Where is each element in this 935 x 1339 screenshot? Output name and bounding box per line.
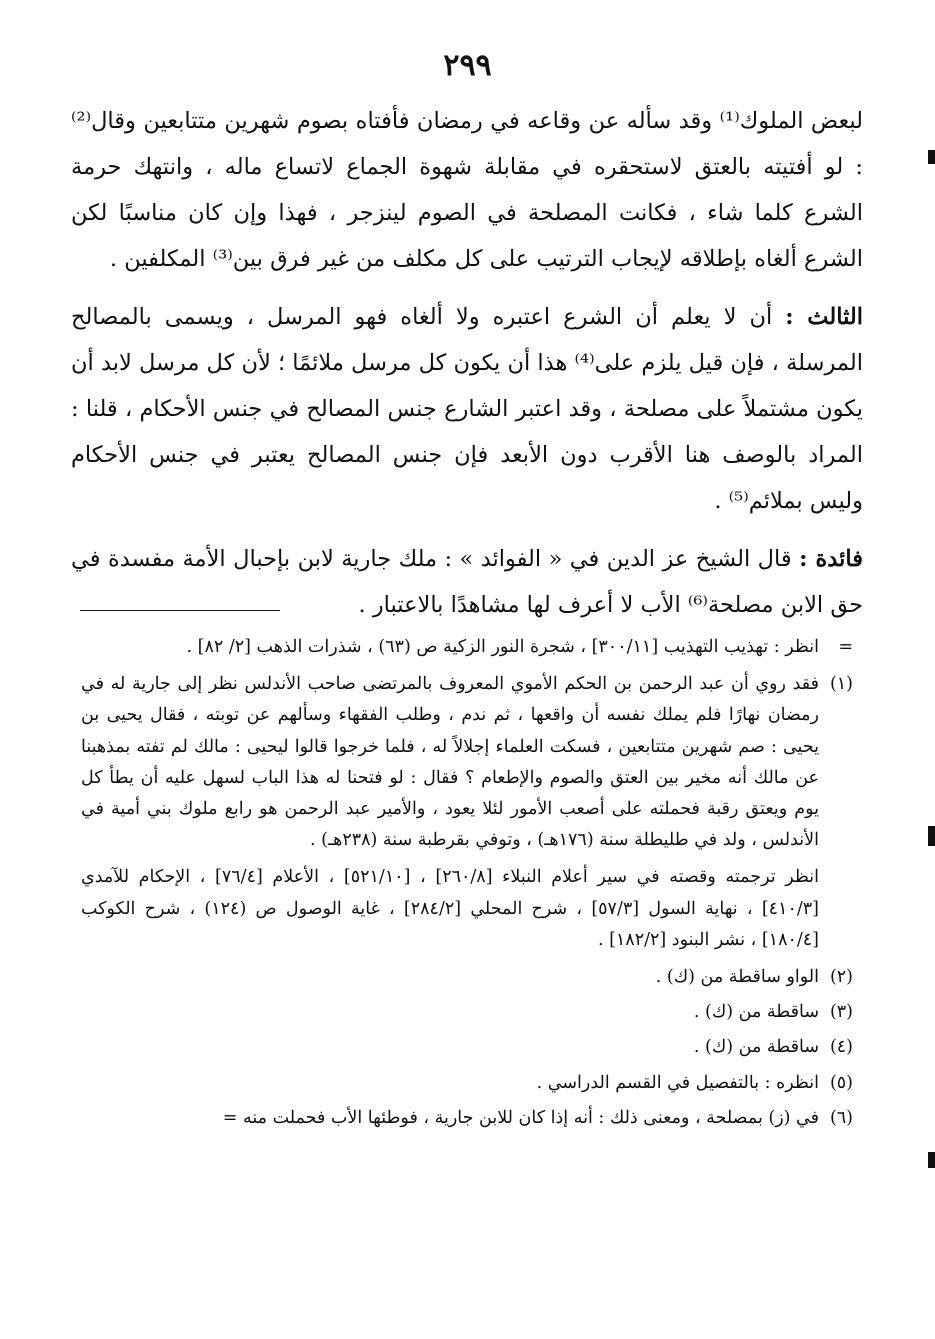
footnote-3 (81, 997, 853, 1028)
paragraph-2-text: أن لا يعلم أن الشرع اعتبره ولا ألغاه فهو المرسل ، ويسمى بالمصالح المرسلة ، فإن قيل يلزم على⁽⁴⁾ هذا أن يكون كل مرسل ملائمًا ؛ لأن كل مرسل لابد أن يكون مشتملاً على مصلحة ، وقد اعتبر الشارع جنس المصالح في جنس الأحكام ، قلنا : المراد بالوصف هنا الأقرب دون الأبعد فإن جنس المصالح يعتبر في جنس الأحكام وليس بملائم⁽⁵⁾ . (71, 304, 863, 514)
footnote-text: في (ز) بمصلحة ، ومعنى ذلك : أنه إذا كان للابن جارية ، فوطئها الأب فحملت منه = (222, 1107, 819, 1128)
footnote-text (81, 669, 819, 956)
footnote-marker: (١) (829, 674, 853, 695)
paragraph-2-lead: الثالث : (785, 304, 864, 330)
binding-mark (928, 826, 935, 846)
footnote-text: ساقطة من (ك) . (693, 1002, 819, 1023)
main-text (71, 98, 863, 640)
paragraph-3-lead: فائدة : (799, 546, 863, 572)
footnote-marker: (٣) (829, 1002, 853, 1023)
footnote-separator (80, 610, 280, 611)
footnote-1-references: انظر ترجمته وقصته في سير أعلام النبلاء [٢٦٠/٨] ، [٥٢١/١٠] ، الأعلام [٧٦/٤] ، الإحكام للآمدي [٤١٠/٣] ، نهاية السول [٥٧/٣] ، شرح المحلي [٢٨٤/٢] ، غاية الوصول ص (١٢٤) ، شرح الكوكب [١٨٠/٤] ، نشر البنود [١٨٢/٢] . (81, 867, 819, 950)
footnote-text: الواو ساقطة من (ك) . (655, 967, 819, 988)
page-number: ٢٩٩ (443, 48, 492, 83)
binding-mark (928, 1152, 935, 1168)
footnote-marker: (٢) (829, 967, 853, 988)
footnote-2 (81, 962, 853, 993)
footnote-marker: (٦) (829, 1107, 853, 1128)
binding-mark (928, 150, 935, 164)
footnote-marker: (٥) (829, 1072, 853, 1093)
footnote-marker: (٤) (829, 1037, 853, 1058)
paragraph-2 (71, 294, 863, 524)
paragraph-3 (71, 536, 863, 628)
footnote-text: انظره : بالتفصيل في القسم الدراسي . (536, 1072, 819, 1093)
footnote-6 (81, 1103, 853, 1134)
footnote-text: ساقطة من (ك) . (693, 1037, 819, 1058)
footnote-continuation (81, 632, 853, 663)
paragraph-3-text: قال الشيخ عز الدين في « الفوائد » : ملك جارية لابن بإحبال الأمة مفسدة في حق الابن مصلحة⁽⁶⁾ الأب لا أعرف لها مشاهدًا بالاعتبار . (71, 546, 863, 618)
footnotes (81, 632, 853, 1138)
paragraph-1: لبعض الملوك⁽¹⁾ وقد سأله عن وقاعه في رمضان فأفتاه بصوم شهرين متتابعين وقال⁽²⁾ : لو أفتيته بالعتق لاستحقره في مقابلة شهوة الجماع لاتساع ماله ، وانتهك حرمة الشرع كلما شاء ، فكانت المصلحة في الصوم لينزجر ، فهذا وإن كان مناسبًا لكن الشرع ألغاه بإطلاقه لإيجاب الترتيب على كل مكلف من غير فرق بين⁽³⁾ المكلفين . (71, 108, 863, 272)
footnote-text: انظر : تهذيب التهذيب [٣٠٠/١١] ، شجرة النور الزكية ص (٦٣) ، شذرات الذهب [٢/ ٨٢] . (186, 637, 819, 657)
footnote-1-story: فقد روي أن عبد الرحمن بن الحكم الأموي المعروف بالمرتضى صاحب الأندلس نظر إلى جارية له في رمضان نهارًا فلم يملك نفسه أن واقعها ، ثم ندم ، وطلب الفقهاء وسألهم عن توبته ، فقال يحيى بن يحيى : صم شهرين متتابعين ، فسكت العلماء إجلالاً له ، فلما خرجوا قالوا ليحيى : مالك لم تفته بمذهبنا عن مالك أنه مخير بين العتق والصوم والإطعام ؟ فقال : لو فتحنا له هذا الباب لسهل عليه أن يطأ كل يوم ويعتق رقبة فحملته على أصعب الأمور لئلا يعود ، والأمير عبد الرحمن هو رابع ملوك بني أمية في الأندلس ، ولد في طليطلة سنة (١٧٦هـ) ، وتوفي بقرطبة سنة (٢٣٨هـ) . (81, 674, 819, 851)
footnote-5 (81, 1068, 853, 1099)
footnote-4 (81, 1032, 853, 1063)
footnote-1 (81, 669, 853, 956)
footnote-marker: = (838, 637, 853, 657)
